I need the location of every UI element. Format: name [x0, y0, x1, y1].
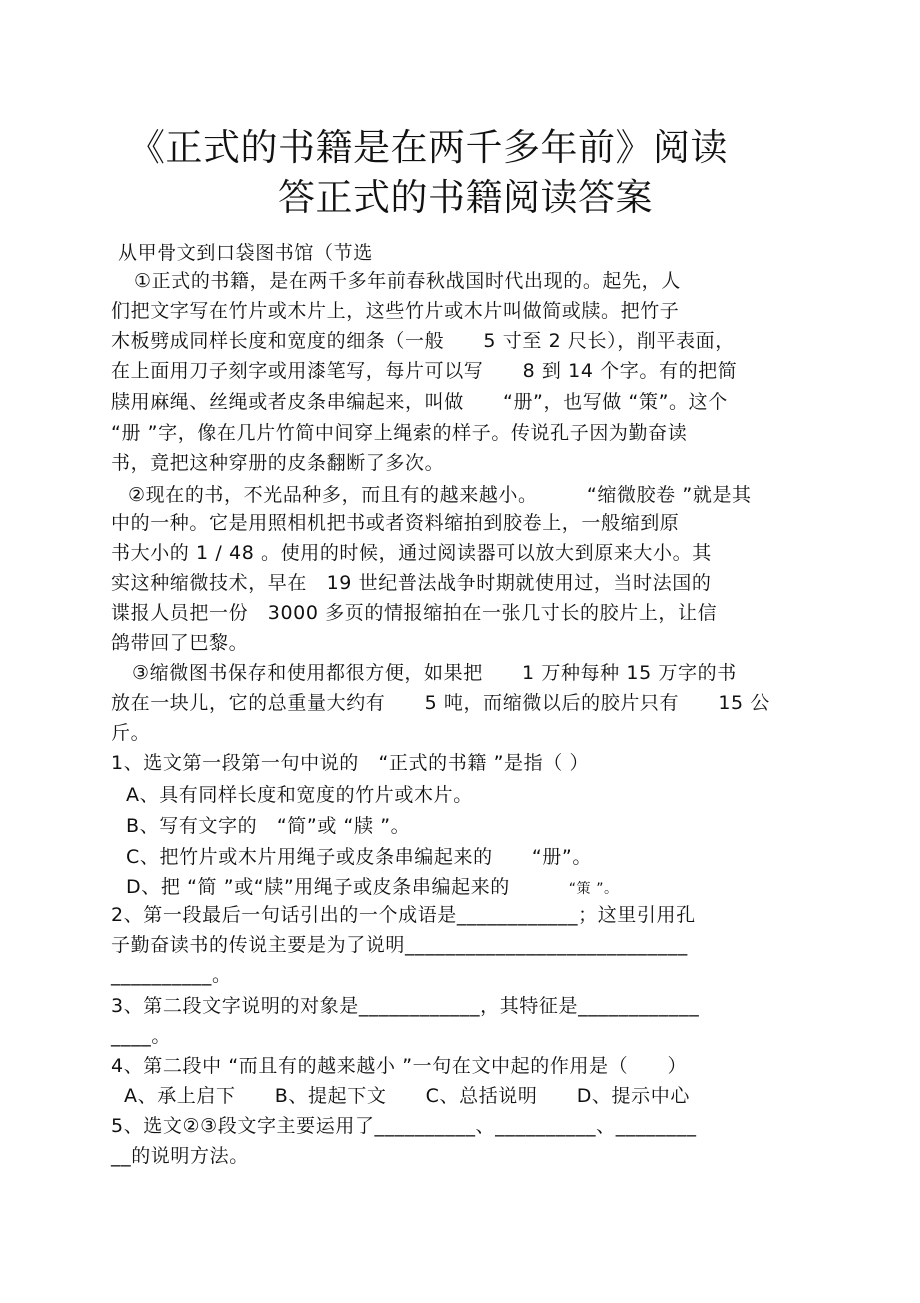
source-line: 从甲骨文到口袋图书馆（节选 — [118, 242, 373, 264]
paragraph-1-line-1: ①正式的书籍，是在两千多年前春秋战国时代出现的。起先，人 — [134, 270, 681, 292]
question-1-option-d-tail: “策 ”。 — [568, 881, 619, 897]
question-2-line-3: __________。 — [111, 964, 232, 986]
question-1-option-c: C、把竹片或木片用绳子或皮条串编起来的 “册”。 — [126, 846, 592, 868]
paragraph-1-line-2: 们把文字写在竹片或木片上，这些竹片或木片叫做简或牍。把竹子 — [111, 300, 680, 322]
paragraph-1-line-6: “册 ”字，像在几片竹简中间穿上绳索的样子。传说孔子因为勤奋读 — [111, 422, 688, 444]
paragraph-2-line-1: ②现在的书，不光品种多，而且有的越来越小。 “缩微胶卷 ”就是其 — [128, 484, 752, 506]
paragraph-3-line-3: 斤。 — [111, 722, 151, 744]
question-2-line-1: 2、第一段最后一句话引出的一个成语是____________；这里引用孔 — [111, 904, 696, 926]
question-2-line-2: 子勤奋读书的传说主要是为了说明____________________________ — [111, 934, 688, 956]
paragraph-1-line-7: 书，竟把这种穿册的皮条翻断了多次。 — [111, 452, 445, 474]
paragraph-2-line-2: 中的一种。它是用照相机把书或者资料缩拍到胶卷上，一般缩到原 — [111, 512, 680, 534]
paragraph-3-line-1: ③缩微图书保存和使用都很方便，如果把 1 万种每种 15 万字的书 — [132, 662, 737, 684]
paragraph-2-line-3: 书大小的 1 / 48 。使用的时候，通过阅读器可以放大到原来大小。其 — [111, 542, 712, 564]
question-3-line-2: ____。 — [111, 1025, 172, 1047]
paragraph-2-line-5: 谍报人员把一份 3000 多页的情报缩拍在一张几寸长的胶片上，让信 — [111, 602, 718, 624]
question-5-line-1: 5、选文②③段文字主要运用了__________、__________、________ — [111, 1115, 697, 1137]
paragraph-1-line-3: 木板劈成同样长度和宽度的细条（一般 5 寸至 2 尺长），削平表面， — [111, 330, 735, 352]
paragraph-2-line-6: 鸽带回了巴黎。 — [111, 632, 249, 654]
question-1: 1、选文第一段第一句中说的 “正式的书籍 ”是指（ ） — [111, 752, 590, 774]
question-4-options: A、承上启下 B、提起下文 C、总括说明 D、提示中心 — [124, 1085, 690, 1107]
paragraph-2-line-4: 实这种缩微技术，早在 19 世纪普法战争时期就使用过，当时法国的 — [111, 572, 712, 594]
title-line-2: 答正式的书籍阅读答案 — [278, 176, 653, 219]
question-3-line-1: 3、第二段文字说明的对象是____________，其特征是____________ — [111, 995, 700, 1017]
paragraph-1-line-4: 在上面用刀子刻字或用漆笔写，每片可以写 8 到 14 个字。有的把简 — [111, 360, 738, 382]
question-5-line-2: __的说明方法。 — [111, 1145, 249, 1167]
paragraph-1-line-5: 牍用麻绳、丝绳或者皮条串编起来，叫做 “册”，也写做 “策”。这个 — [111, 391, 728, 413]
question-4: 4、第二段中 “而且有的越来越小 ”一句在文中起的作用是（ ） — [111, 1055, 688, 1077]
question-1-option-a: A、具有同样长度和宽度的竹片或木片。 — [126, 784, 473, 806]
title-line-1: 《正式的书籍是在两千多年前》阅读 — [128, 126, 728, 169]
question-1-option-d-text: D、把 “简 ”或“牍”用绳子或皮条串编起来的 — [126, 876, 569, 898]
paragraph-3-line-2: 放在一块儿，它的总重量大约有 5 吨，而缩微以后的胶片只有 15 公 — [111, 692, 770, 714]
question-1-option-b: B、写有文字的 “简”或 “牍 ”。 — [126, 815, 411, 837]
